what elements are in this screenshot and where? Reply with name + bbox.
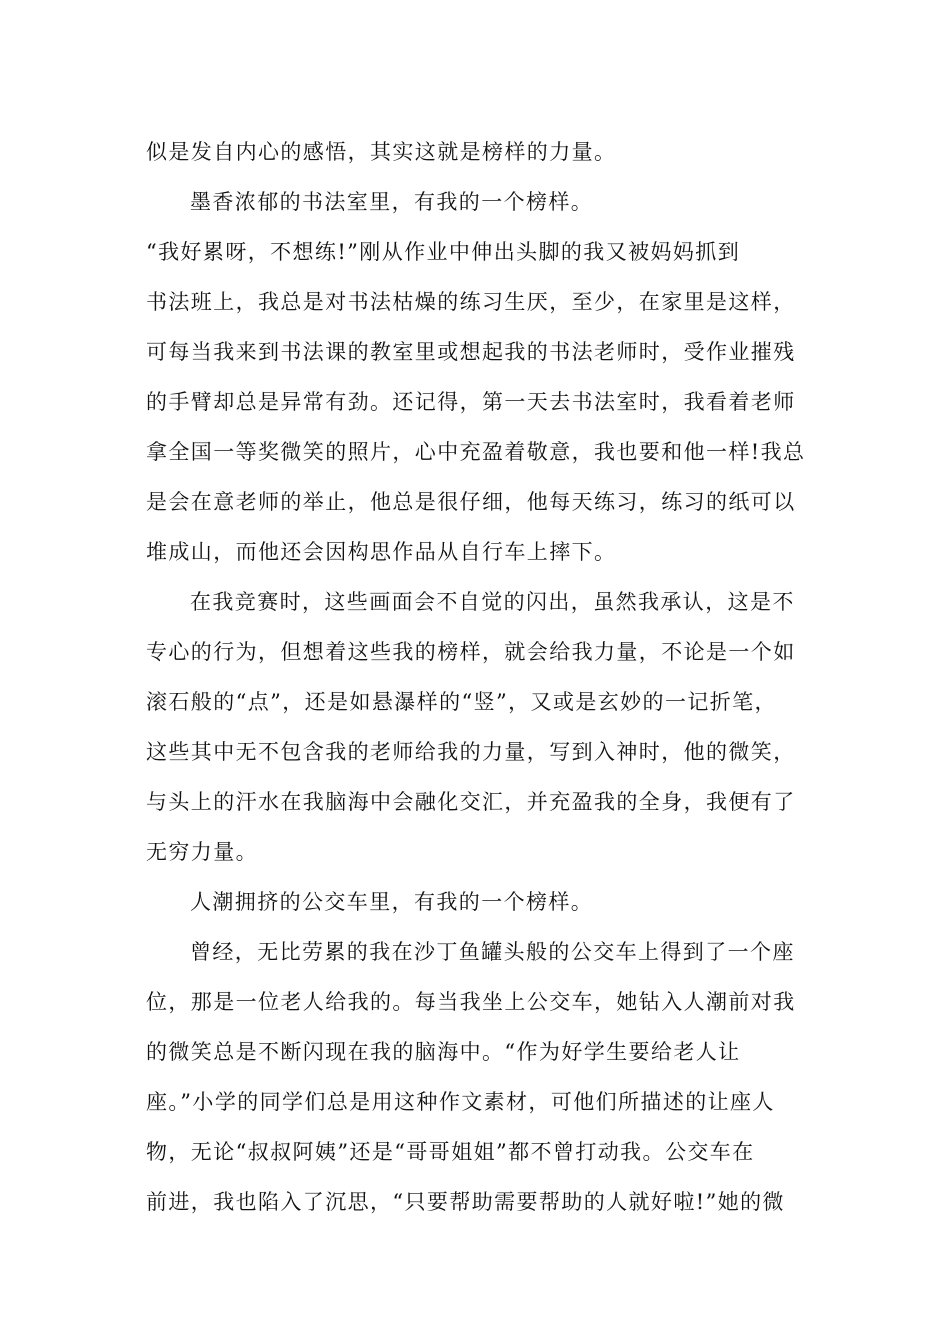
paragraph-start-line: 曾经，无比劳累的我在沙丁鱼罐头般的公交车上得到了一个座	[190, 940, 795, 964]
text-line: 似是发自内心的感悟，其实这就是榜样的力量。	[146, 140, 617, 164]
text-line: 书法班上，我总是对书法枯燥的练习生厌，至少，在家里是这样，	[146, 290, 796, 314]
paragraph-start-line: 人潮拥挤的公交车里，有我的一个榜样。	[190, 890, 594, 914]
text-line: 堆成山，而他还会因构思作品从自行车上摔下。	[146, 540, 617, 564]
text-line: 专心的行为，但想着这些我的榜样，就会给我力量，不论是一个如	[146, 640, 796, 664]
text-line: 拿全国一等奖微笑的照片，心中充盈着敬意，我也要和他一样!我总	[146, 440, 806, 464]
text-line: 可每当我来到书法课的教室里或想起我的书法老师时，受作业摧残	[146, 340, 796, 364]
text-line: 位，那是一位老人给我的。每当我坐上公交车，她钻入人潮前对我	[146, 990, 796, 1014]
paragraph-start-line: “我好累呀，不想练!”刚从作业中伸出头脚的我又被妈妈抓到	[146, 240, 741, 264]
paragraph-start-line: 墨香浓郁的书法室里，有我的一个榜样。	[190, 190, 594, 214]
text-line: 前进，我也陷入了沉思，“只要帮助需要帮助的人就好啦!”她的微	[146, 1190, 785, 1214]
text-line: 这些其中无不包含我的老师给我的力量，写到入神时，他的微笑，	[146, 740, 796, 764]
text-line: 座。”小学的同学们总是用这种作文素材，可他们所描述的让座人	[146, 1090, 775, 1114]
text-line: 与头上的汗水在我脑海中会融化交汇，并充盈我的全身，我便有了	[146, 790, 796, 814]
paragraph-start-line: 在我竞赛时，这些画面会不自觉的闪出，虽然我承认，这是不	[190, 590, 795, 614]
text-line: 是会在意老师的举止，他总是很仔细，他每天练习，练习的纸可以	[146, 490, 796, 514]
text-line: 的手臂却总是异常有劲。还记得，第一天去书法室时，我看着老师	[146, 390, 796, 414]
text-line: 的微笑总是不断闪现在我的脑海中。“作为好学生要给老人让	[146, 1040, 741, 1064]
text-line: 物，无论“叔叔阿姨”还是“哥哥姐姐”都不曾打动我。公交车在	[146, 1140, 755, 1164]
text-line: 无穷力量。	[146, 840, 258, 864]
text-line: 滚石般的“点”，还是如悬瀑样的“竖”，又或是玄妙的一记折笔，	[146, 690, 777, 714]
